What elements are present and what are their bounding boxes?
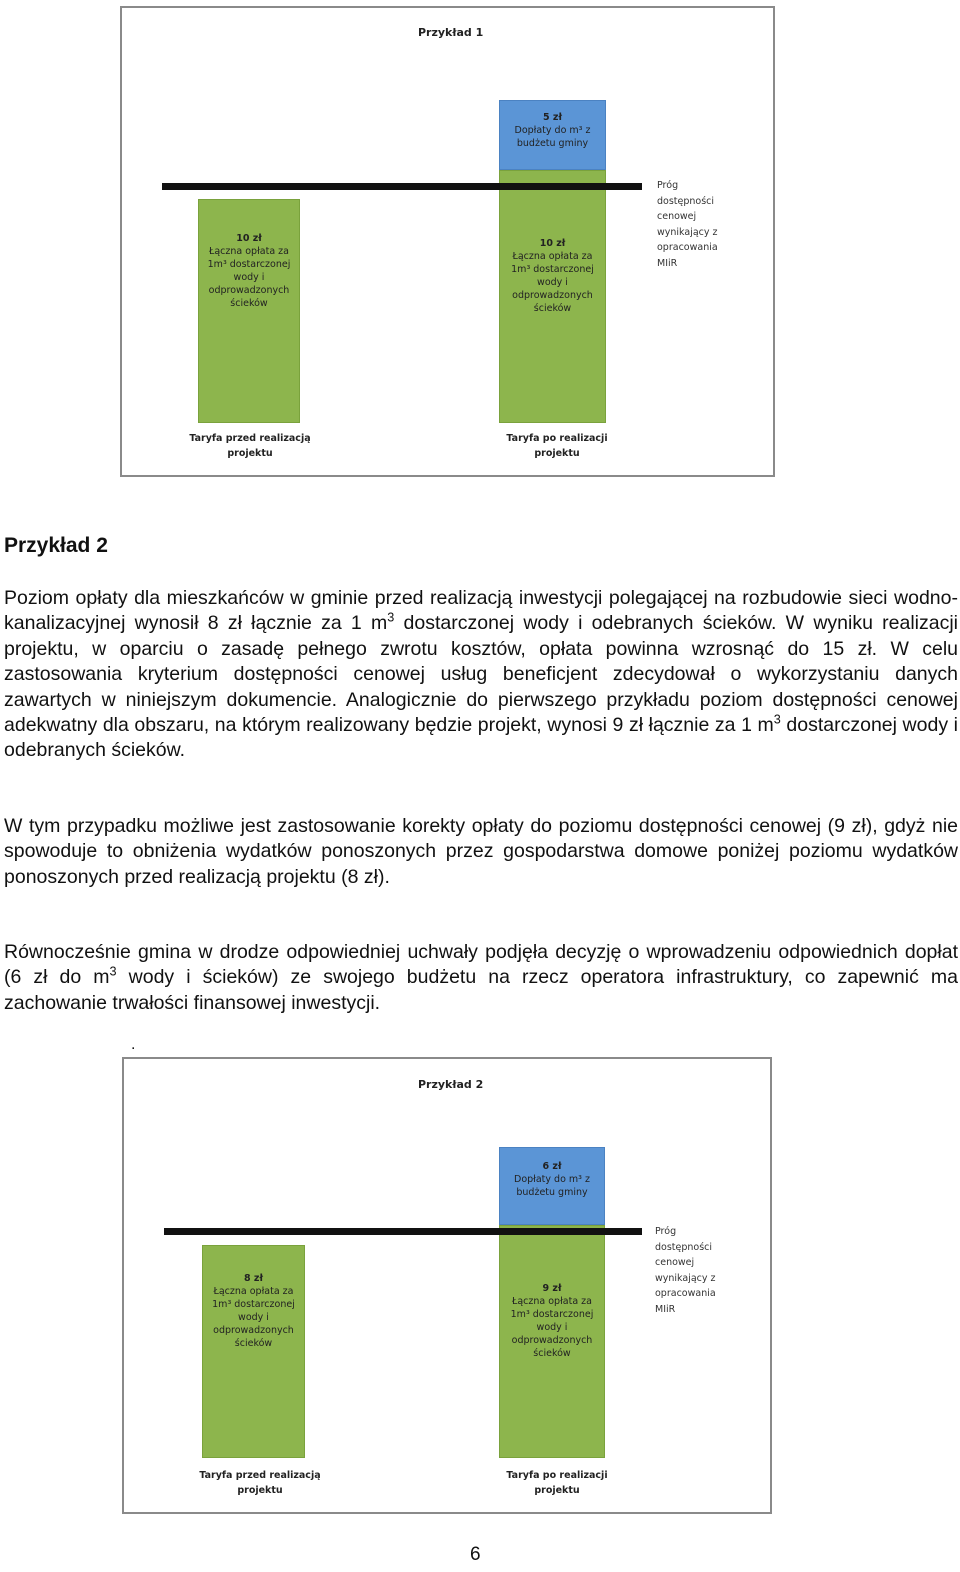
- threshold-line-text: MIiR: [657, 257, 678, 269]
- threshold-line-text: cenowej: [657, 211, 697, 222]
- figure-title: Przykład 1: [418, 26, 484, 39]
- subsidy-label: [500, 1160, 604, 1199]
- threshold-line: [164, 1228, 642, 1235]
- bar-line: odprowadzonych: [512, 290, 593, 301]
- superscript: 3: [387, 610, 395, 625]
- paragraph-1: [4, 586, 958, 764]
- bar-line: ścieków: [234, 1338, 273, 1349]
- threshold-line-text: Próg: [655, 1226, 677, 1237]
- bar-line: wody i: [238, 1312, 269, 1323]
- bar-tariff-after: [499, 1225, 605, 1458]
- paragraph-3: [4, 940, 958, 1016]
- x-label-line: Taryfa po realizacji: [506, 433, 608, 444]
- bar-line: 1m³ dostarczonej: [510, 1309, 594, 1320]
- bar-line: ścieków: [230, 298, 268, 309]
- page-number: 6: [470, 1544, 481, 1565]
- x-label-before: [190, 1468, 330, 1498]
- threshold-line-text: Próg: [657, 180, 679, 191]
- threshold-label: [657, 178, 737, 271]
- bar-line: odprowadzonych: [511, 1335, 593, 1346]
- bar-tariff-after: [499, 170, 606, 423]
- threshold-line-text: wynikający z: [657, 226, 718, 238]
- subsidy-line: budżetu gminy: [516, 138, 589, 149]
- subsidy-line: Dopłaty do m³ z: [514, 1174, 590, 1185]
- subsidy-label: [500, 111, 605, 150]
- threshold-line-text: opracowania: [657, 242, 718, 253]
- threshold-line-text: dostępności: [655, 1241, 713, 1253]
- x-label-line: projektu: [227, 448, 273, 459]
- subsidy-line: Dopłaty do m³ z: [514, 125, 591, 136]
- subsidy-line: budżetu gminy: [516, 1187, 588, 1198]
- text-run: wody i ścieków) ze swojego budżetu na rzecz operatora infrastruktury, co zapewnić ma zachowanie trwałości finansowej inwestycji.: [4, 966, 958, 1014]
- bar-tariff-before: [202, 1245, 305, 1458]
- superscript: 3: [109, 964, 117, 979]
- bar-value: 10 zł: [539, 238, 566, 249]
- x-label-before: [180, 431, 320, 461]
- threshold-line: [162, 183, 642, 190]
- bar-line: Łączna opłata za: [512, 251, 593, 262]
- bar-value: 10 zł: [236, 233, 262, 244]
- text-run: dostarczonej wody i odebranych ścieków.: [4, 714, 958, 762]
- bar-value: 9 zł: [542, 1283, 562, 1294]
- threshold-line-text: dostępności: [657, 195, 715, 207]
- bar-line: wody i: [536, 1322, 568, 1333]
- x-label-line: Taryfa przed realizacją: [189, 433, 311, 444]
- section-heading: Przykład 2: [4, 534, 108, 557]
- threshold-line-text: MIiR: [655, 1303, 676, 1315]
- text-run: Równocześnie gmina w drodze odpowiedniej uchwały podjęła decyzję o wprowadzeniu odpowiednich dopłat (6 zł do m: [4, 941, 958, 989]
- bar-label: [500, 1282, 604, 1360]
- bar-line: ścieków: [533, 1348, 571, 1359]
- superscript: 3: [773, 712, 781, 727]
- bar-line: ścieków: [533, 303, 572, 314]
- x-label-after: [487, 431, 627, 461]
- bar-line: 1m³ dostarczonej: [212, 1299, 295, 1310]
- threshold-line-text: opracowania: [655, 1288, 716, 1299]
- subsidy-value: 6 zł: [542, 1161, 562, 1172]
- bar-subsidy: [499, 1147, 605, 1225]
- bar-line: 1m³ dostarczonej: [511, 264, 594, 275]
- bar-tariff-before: [198, 199, 300, 423]
- x-label-line: Taryfa przed realizacją: [199, 1470, 321, 1481]
- x-label-line: projektu: [534, 448, 580, 459]
- x-label-line: Taryfa po realizacji: [506, 1470, 608, 1481]
- bar-line: wody i: [233, 272, 265, 283]
- bar-line: 1m³ dostarczonej: [207, 259, 291, 270]
- text-run: Poziom opłaty dla mieszkańców w gminie przed realizacją inwestycji polegającej na rozbudowie sieci wodno-kanalizacyjnej wynosił 8 zł łącznie za 1 m: [4, 587, 958, 635]
- figure-title: Przykład 2: [418, 1078, 484, 1091]
- x-label-after: [487, 1468, 627, 1498]
- x-label-line: projektu: [534, 1485, 580, 1496]
- bar-value: 8 zł: [244, 1273, 263, 1284]
- bar-subsidy: [499, 100, 606, 170]
- bar-line: Łączna opłata za: [512, 1296, 592, 1307]
- bar-label: [203, 1272, 304, 1350]
- bar-label: [199, 232, 299, 310]
- figure-example-2: [122, 1057, 772, 1514]
- stray-dot: .: [131, 1036, 136, 1053]
- bar-line: Łączna opłata za: [209, 246, 289, 257]
- figure-example-1: [120, 6, 775, 477]
- bar-line: odprowadzonych: [208, 285, 290, 296]
- threshold-line-text: cenowej: [655, 1257, 695, 1268]
- bar-line: Łączna opłata za: [213, 1286, 294, 1297]
- bar-line: odprowadzonych: [213, 1325, 294, 1336]
- x-label-line: projektu: [237, 1485, 283, 1496]
- bar-label: [500, 237, 605, 315]
- bar-line: wody i: [537, 277, 568, 288]
- subsidy-value: 5 zł: [543, 112, 562, 123]
- text-run: dostarczonej wody i odebranych ścieków. W wyniku realizacji projektu, w oparciu o zasadę pełnego zwrotu kosztów, opłata powinna wzrosnąć do 15 zł. W celu zastosowania kryterium dostępności cenowej usług beneficjent zdecydował o wykorzystaniu danych zawartych w niniejszym dokumencie. Analogicznie do pierwszego przykładu poziom dostępności cenowej adekwatny dla obszaru, na którym realizowany będzie projekt, wynosi 9 zł łącznie za 1 m: [4, 612, 959, 737]
- threshold-label: [655, 1224, 735, 1317]
- threshold-line-text: wynikający z: [655, 1272, 716, 1284]
- paragraph-2: W tym przypadku możliwe jest zastosowanie korekty opłaty do poziomu dostępności cenowej (9 zł), gdyż nie spowoduje to obniżenia wydatków ponoszonych przez gospodarstwa domowe poniżej poziomu wydatków ponoszonych przed realizacją projektu (8 zł).: [4, 815, 958, 888]
